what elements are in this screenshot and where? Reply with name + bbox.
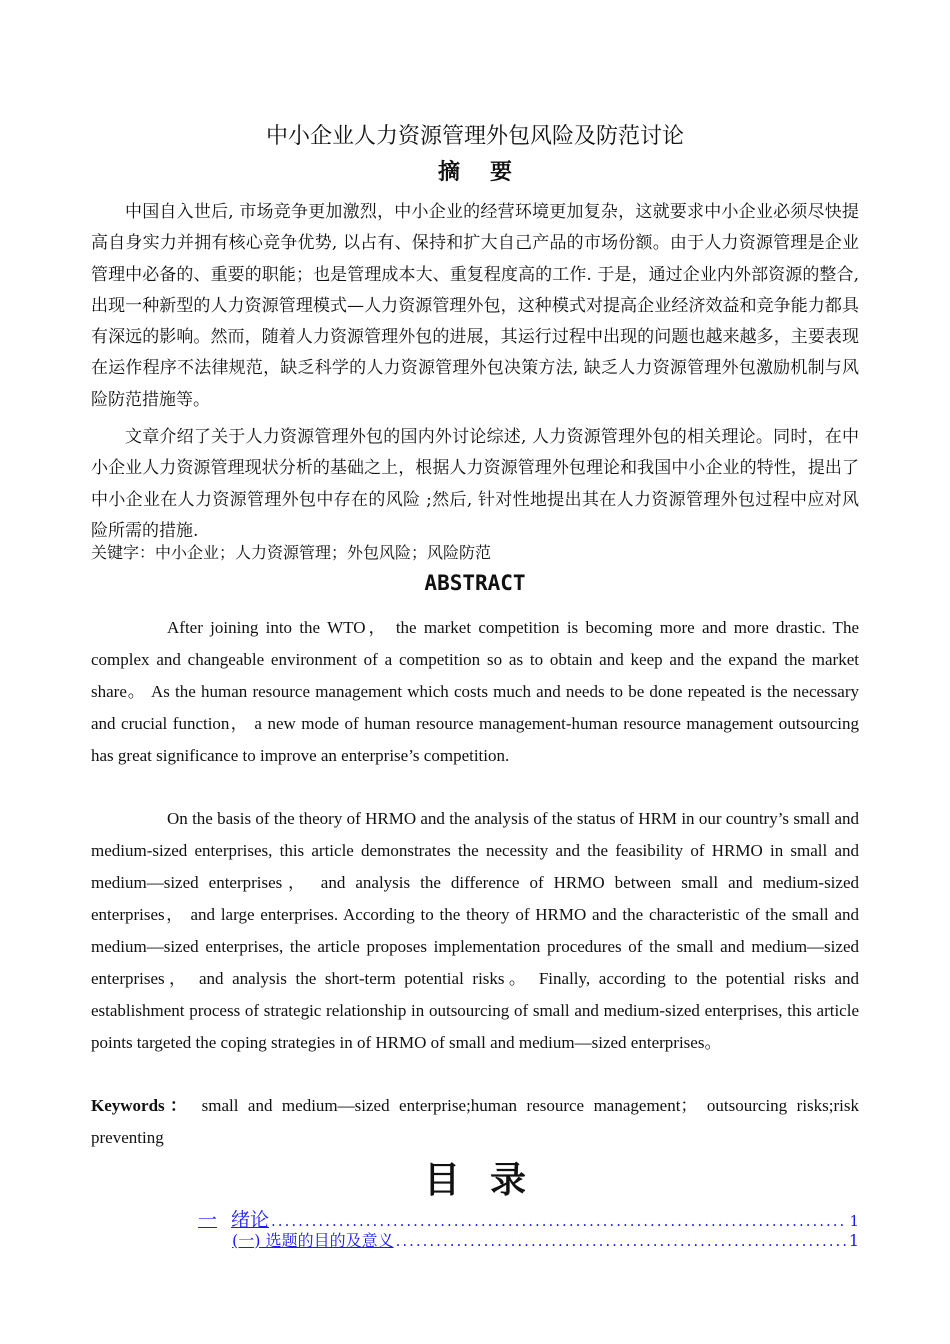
keywords-en-label: Keywords：	[91, 1096, 193, 1115]
toc-entry-label: 绪论	[231, 1209, 270, 1231]
abstract-en-heading: ABSTRACT	[424, 571, 526, 595]
toc-heading: 目录	[423, 1160, 556, 1201]
keywords-cn	[91, 540, 859, 566]
toc-entry-page: 1	[848, 1231, 859, 1250]
toc-leader-dots	[396, 1232, 847, 1250]
keywords-cn-text: ：中小企业；人力资源管理；外包风险；风险防范	[139, 543, 492, 562]
abstract-en-paragraph: After joining into the WTO， the market competition is becoming more and more drastic. The complex and changeable environment of a competition so as to obtain and keep and the expand the market share。 As the human resource management which costs much and needs to be done repeated is the necessary and crucial function， a new mode of human resource management-human resource management outsourcing has great significance to improve an enterprise’s competition.	[91, 618, 859, 765]
toc-entry-number: 一	[198, 1209, 218, 1231]
keywords-en-text: small and medium—sized enterprise;human resource management； outsourcing risks;risk preventing	[91, 1096, 859, 1147]
abstract-cn-heading: 摘要	[437, 160, 542, 185]
toc-entry-purpose[interactable]	[232, 1228, 859, 1251]
keywords-en	[91, 1090, 859, 1154]
abstract-cn-paragraph: 中国自入世后, 市场竞争更加激烈，中小企业的经营环境更加复杂，这就要求中小企业必须尽快提高自身实力并拥有核心竞争优势, 以占有、保持和扩大自己产品的市场份额。由于人力资源管理是企业管理中必备的、重要的职能；也是管理成本大、重复程度高的工作. 于是，通过企业内外部资源的整合, 出现一种新型的人力资源管理模式—人力资源管理外包，这种模式对提高企业经济效益和竞争能力都具有深远的影响。然而，随着人力资源管理外包的进展，其运行过程中出现的问题也越来越多，主要表现在运作程序不法律规范，缺乏科学的人力资源管理外包决策方法, 缺乏人力资源管理外包激励机制与风险防范措施等。	[91, 202, 859, 410]
toc-entry-page: 1	[849, 1212, 859, 1230]
abstract-cn-paragraph: 文章介绍了关于人力资源管理外包的国内外讨论综述, 人力资源管理外包的相关理论。同时，在中小企业人力资源管理现状分析的基础之上，根据人力资源管理外包理论和我国中小企业的特性，提出了中小企业在人力资源管理外包中存在的风险 ;然后, 针对性地提出其在人力资源管理外包过程中应对风险所需的措施.	[91, 427, 859, 541]
document-title: 中小企业人力资源管理外包风险及防范讨论	[265, 124, 684, 149]
abstract-en-paragraph: On the basis of the theory of HRMO and the analysis of the status of HRM in our country’s small and medium-sized enterprises, this article demonstrates the necessity and the feasibility of HRMO in small and medium—sized enterprises， and analysis the difference of HRMO between small and medium-sized enterprises， and large enterprises. According to the theory of HRMO and the characteristic of the small and medium—sized enterprises, the article proposes implementation procedures of the small and medium—sized enterprises， and analysis the short-term potential risks。 Finally, according to the potential risks and establishment process of strategic relationship in outsourcing of small and medium-sized enterprises, this article points targeted the coping strategies in of HRMO of small and medium—sized enterprises。	[91, 809, 859, 1052]
toc-entry-label: (一) 选题的目的及意义	[232, 1231, 394, 1250]
keywords-cn-label: 关键字	[91, 543, 140, 562]
